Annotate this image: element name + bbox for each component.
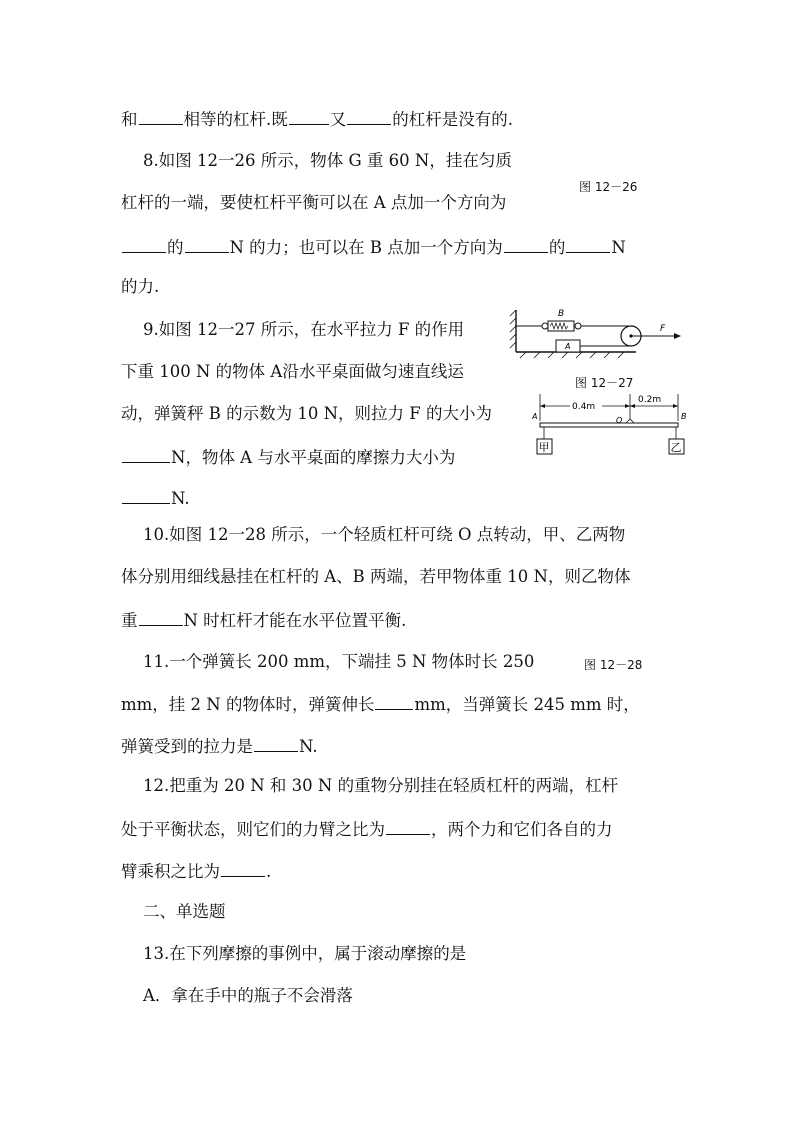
arrow-icon <box>673 404 678 408</box>
q11-text: 弹簧受到的拉力是 <box>121 737 253 756</box>
q11-line-3 <box>121 735 318 757</box>
q9-line-1: 9.如图 12一27 所示，在水平拉力 F 的作用 <box>143 320 465 339</box>
figure-12-28 <box>532 391 694 459</box>
q9-line-2: 下重 100 N 的物体 A沿水平桌面做匀速直线运 <box>121 362 464 381</box>
answer-blank[interactable] <box>139 609 183 626</box>
label-B: B <box>558 309 565 319</box>
answer-blank[interactable] <box>122 487 170 504</box>
q13-option-a[interactable]: A．拿在手中的瓶子不会滑落 <box>143 986 353 1005</box>
label-O: O <box>616 416 623 425</box>
label-A: A <box>532 412 538 421</box>
q12-line-3 <box>121 860 271 882</box>
arrow-icon <box>540 404 545 408</box>
q9-text: N. <box>171 489 190 508</box>
q12-text: . <box>266 862 272 881</box>
answer-blank[interactable] <box>185 236 229 253</box>
q12-text: 臂乘积之比为 <box>121 862 220 881</box>
q9-text: N，物体 A 与水平桌面的摩擦力大小为 <box>171 448 456 467</box>
q8-text: 的 <box>167 238 184 257</box>
q12-line-1: 12.把重为 20 N 和 30 N 的重物分别挂在轻质杠杆的两端，杠杆 <box>143 776 619 795</box>
answer-blank[interactable] <box>566 236 610 253</box>
fig-12-26-caption: 图 12－26 <box>579 180 638 194</box>
answer-blank[interactable] <box>254 735 298 752</box>
weight-yi-label: 乙 <box>670 441 682 454</box>
seg-left-label: 0.4m <box>572 402 596 412</box>
q7-text-3: 又 <box>329 110 347 129</box>
label-F: F <box>660 324 666 334</box>
wall-hatch <box>510 310 516 348</box>
section-title: 二、单选题 <box>143 902 226 921</box>
q7-text-4: 的杠杆是没有的. <box>392 110 513 129</box>
q7-text-2: 相等的杠杆.既 <box>183 110 288 129</box>
hook <box>542 323 548 329</box>
answer-blank[interactable] <box>504 236 548 253</box>
lever-bar <box>540 423 678 427</box>
q7-text-1: 和 <box>121 110 138 129</box>
q8-line-2: 杠杆的一端，要使杠杆平衡可以在 A 点加一个方向为 <box>121 193 507 212</box>
q8-text: 的 <box>548 238 566 257</box>
label-B: B <box>681 412 687 421</box>
q10-line-1: 10.如图 12一28 所示，一个轻质杠杆可绕 O 点转动，甲、乙两物 <box>143 525 626 544</box>
q8-line-1: 8.如图 12一26 所示，物体 G 重 60 N，挂在匀质 <box>143 151 512 170</box>
q12-text: ，两个力和它们各自的力 <box>431 820 613 839</box>
answer-blank[interactable] <box>139 108 183 125</box>
answer-blank[interactable] <box>386 818 430 835</box>
q12-text: 处于平衡状态，则它们的力臂之比为 <box>121 820 385 839</box>
arrow-icon <box>674 333 681 339</box>
q9-line-5 <box>121 487 190 509</box>
answer-blank[interactable] <box>122 446 170 463</box>
hook <box>575 323 581 329</box>
q13-stem: 13.在下列摩擦的事例中，属于滚动摩擦的是 <box>143 944 467 963</box>
q9-line-3: 动，弹簧秤 B 的示数为 10 N，则拉力 F 的大小为 <box>121 404 492 423</box>
q8-text: N <box>611 238 626 257</box>
table-hatch <box>520 352 624 358</box>
q8-text: N 的力；也可以在 B 点加一个方向为 <box>229 238 503 257</box>
fig-12-28-caption: 图 12－28 <box>584 658 643 672</box>
q11-text: mm，当弹簧长 245 mm 时， <box>414 695 640 714</box>
q7-tail-line <box>121 108 513 130</box>
q10-text: N 时杠杆才能在水平位置平衡. <box>183 611 407 630</box>
arrow-icon <box>630 404 635 408</box>
q9-line-4 <box>121 446 455 468</box>
fig-12-27-caption: 图 12－27 <box>575 376 634 390</box>
q8-line-4: 的力. <box>121 277 160 296</box>
pivot-icon <box>626 419 634 423</box>
arrow-icon <box>625 404 630 408</box>
figure-12-27 <box>506 302 686 360</box>
seg-right-label: 0.2m <box>638 395 662 405</box>
spring-coil <box>550 323 568 329</box>
q12-line-2 <box>121 818 613 840</box>
q11-line-2 <box>121 693 640 715</box>
q11-text: N. <box>299 737 318 756</box>
answer-blank[interactable] <box>347 108 391 125</box>
label-A: A <box>565 342 571 351</box>
q11-line-1: 11.一个弹簧长 200 mm，下端挂 5 N 物体时长 250 <box>143 652 535 671</box>
q11-text: mm，挂 2 N 的物体时，弹簧伸长 <box>121 695 375 714</box>
q10-line-2: 体分别用细线悬挂在杠杆的 A、B 两端，若甲物体重 10 N，则乙物体 <box>121 567 631 586</box>
weight-jia-label: 甲 <box>538 441 550 454</box>
q8-line-3 <box>121 236 626 258</box>
answer-blank[interactable] <box>289 108 329 125</box>
q10-line-3 <box>121 609 406 631</box>
answer-blank[interactable] <box>221 860 265 877</box>
answer-blank[interactable] <box>375 693 413 710</box>
answer-blank[interactable] <box>122 236 166 253</box>
q10-text: 重 <box>121 611 138 630</box>
